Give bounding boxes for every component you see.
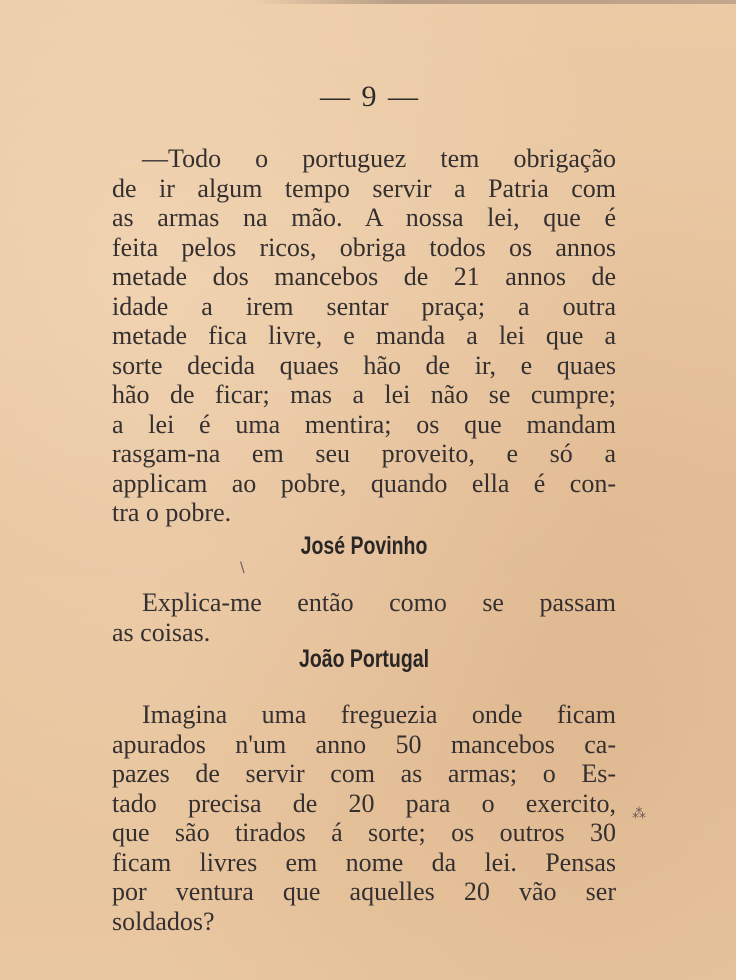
speaker-name: João Portugal xyxy=(298,645,430,673)
text-line: applicam ao pobre, quando ella é con- xyxy=(112,468,616,498)
text-line: de ir algum tempo servir a Patria com xyxy=(112,173,616,203)
text-line: —Todo o portuguez tem obrigação xyxy=(142,144,616,173)
text-line: metade fica livre, e manda a lei que a xyxy=(112,321,616,350)
text-line: pazes de servir com as armas; o Es- xyxy=(112,759,616,788)
text-line: idade a irem sentar praça; a outra xyxy=(112,291,616,321)
text-line: metade dos mancebos de 21 annos de xyxy=(112,262,616,291)
text-line: as coisas. xyxy=(112,617,211,647)
text-line: a lei é uma mentira; os que mandam xyxy=(112,409,616,439)
paragraph-3 xyxy=(112,700,616,936)
text-line: hão de ficar; mas a lei não se cumpre; xyxy=(112,380,616,409)
text-line: por ventura que aquelles 20 vão ser xyxy=(112,877,616,906)
text-line: ficam livres em nome da lei. Pensas xyxy=(112,847,616,877)
text-line: as armas na mão. A nossa lei, que é xyxy=(112,203,616,232)
text-line: Imagina uma freguezia onde ficam xyxy=(142,700,616,729)
text-line: rasgam-na em seu proveito, e só a xyxy=(112,439,616,468)
text-line: tra o pobre. xyxy=(112,498,232,527)
page-number: — 9 — xyxy=(320,80,420,113)
paragraph-2 xyxy=(112,588,616,647)
page-top-edge xyxy=(250,0,736,4)
text-line: sorte decida quaes hão de ir, e quaes xyxy=(112,350,616,380)
text-line: Explica-me então como se passam xyxy=(142,588,616,617)
text-line: soldados? xyxy=(112,906,215,936)
text-line: que são tirados á sorte; os outros 30 xyxy=(112,818,616,847)
speaker-name: José Povinho xyxy=(300,532,428,560)
paragraph-1 xyxy=(112,144,616,528)
stray-mark-icon: \ xyxy=(240,560,245,576)
text-line: feita pelos ricos, obriga todos os annos xyxy=(112,232,616,262)
text-line: apurados n'um anno 50 mancebos ca- xyxy=(112,729,616,759)
text-line: tado precisa de 20 para o exercito, xyxy=(112,788,616,818)
stray-mark-icon: ⁂ xyxy=(632,806,646,822)
